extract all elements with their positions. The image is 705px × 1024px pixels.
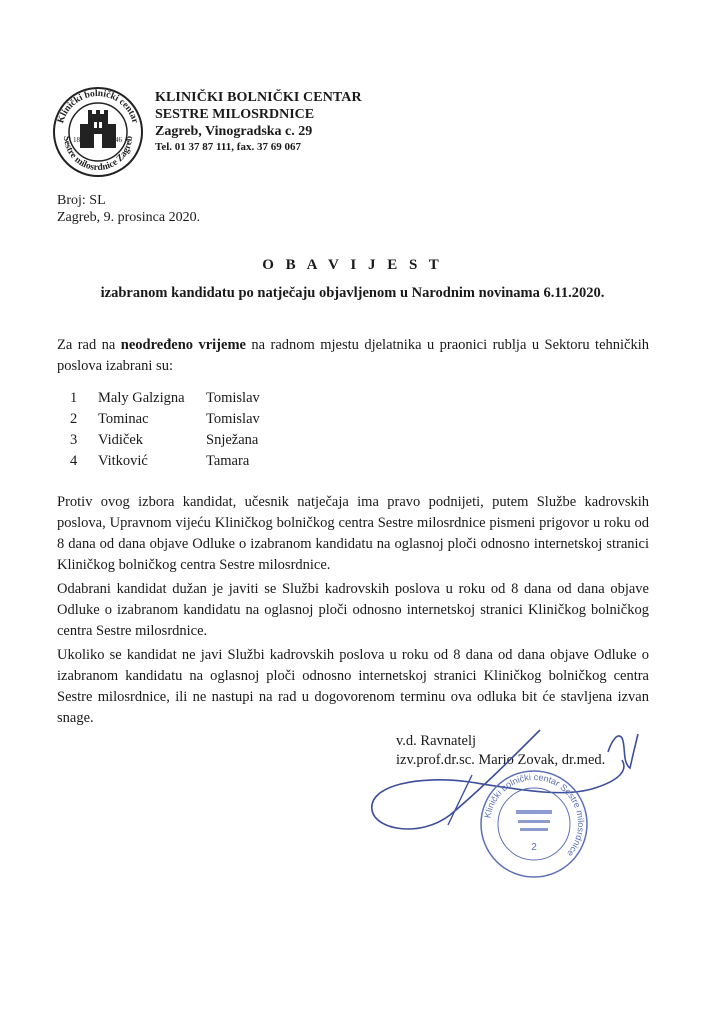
report-paragraph: Odabrani kandidat dužan je javiti se Službi kadrovskih poslova u roku od 8 dana od dana objave Odluke o izabranom kandidatu na oglasnoj ploči odnosno internetskoj stranici Kliničkog bolničkog centra Sestre milosrdnice. bbox=[57, 581, 649, 639]
hospital-logo bbox=[52, 86, 144, 178]
intro-after: na radnom mjestu djelatnika u praonici rublja u Sektoru tehničkih poslova izabrani su: bbox=[57, 337, 649, 374]
document-subtitle: izabranom kandidatu po natječaju objavljenom u Narodnim novinama 6.11.2020. bbox=[100, 285, 605, 301]
candidate-name: Tomislav bbox=[206, 411, 260, 427]
institution-name-line2: SESTRE MILOSRDNICE bbox=[155, 107, 315, 122]
logo-ring-bottom: Sestre milosrdnice Zagreb bbox=[60, 135, 136, 174]
reference-number: Broj: SL bbox=[57, 193, 106, 208]
stamp-ring-text: Klinički bolnički centar Sestre milosrdnice bbox=[482, 771, 587, 859]
nullify-paragraph: Ukoliko se kandidat ne javi Službi kadrovskih poslova u roku od 8 dana od dana objave Odluke o izabranom kandidatu na oglasnoj ploči odnosno internetskoj stranici Kliničkog bolničkog centra Sestre milosrdnice, ili ne nastupi na rad u dogovorenom terminu ova odluka bit će stavljena izvan snage. bbox=[57, 647, 649, 726]
hospital-stamp bbox=[478, 768, 590, 880]
intro-before: Za rad na bbox=[57, 337, 121, 353]
intro-bold: neodređeno vrijeme bbox=[120, 337, 246, 353]
intro-paragraph bbox=[57, 335, 649, 377]
candidate-surname: Vidiček bbox=[98, 432, 144, 448]
candidate-number: 4 bbox=[70, 453, 78, 469]
complaint-paragraph: Protiv ovog izbora kandidat, učesnik natječaja ima pravo podnijeti, putem Službe kadrovskih poslova, Upravnom vijeću Kliničkog bolničkog centra Sestre milosrdnice pismeni prigovor u roku od 8 dana od dana objave Odluke o izabranom kandidatu na oglasnoj ploči odnosno internetskoj stranici Kliničkog bolničkog centra Sestre milosrdnice. bbox=[57, 494, 649, 573]
candidate-surname: Tominac bbox=[98, 411, 149, 427]
institution-contact: Tel. 01 37 87 111, fax. 37 69 067 bbox=[155, 141, 301, 153]
signatory-role: v.d. Ravnatelj bbox=[396, 733, 476, 749]
logo-year-right: 46 bbox=[115, 136, 122, 144]
document-title: O B A V I J E S T bbox=[262, 257, 443, 273]
candidate-name: Tamara bbox=[206, 453, 250, 469]
castle-tower-crescent-icon bbox=[80, 110, 120, 148]
institution-address: Zagreb, Vinogradska c. 29 bbox=[155, 124, 313, 139]
candidate-number: 3 bbox=[70, 432, 78, 448]
logo-year-left: 18 bbox=[73, 136, 80, 144]
stamp-inner-number: 2 bbox=[531, 842, 537, 853]
candidate-number: 2 bbox=[70, 411, 78, 427]
reference-date: Zagreb, 9. prosinca 2020. bbox=[57, 210, 201, 225]
candidate-number: 1 bbox=[70, 390, 78, 406]
candidate-surname: Vitković bbox=[98, 453, 148, 469]
candidate-name: Snježana bbox=[206, 432, 259, 448]
candidate-surname: Maly Galzigna bbox=[98, 390, 185, 406]
candidate-name: Tomislav bbox=[206, 390, 260, 406]
institution-name-line1: KLINIČKI BOLNIČKI CENTAR bbox=[155, 90, 362, 105]
logo-ring-top: Klinički bolnički centar bbox=[56, 88, 140, 125]
signatory-name: izv.prof.dr.sc. Mario Zovak, dr.med. bbox=[396, 752, 606, 768]
